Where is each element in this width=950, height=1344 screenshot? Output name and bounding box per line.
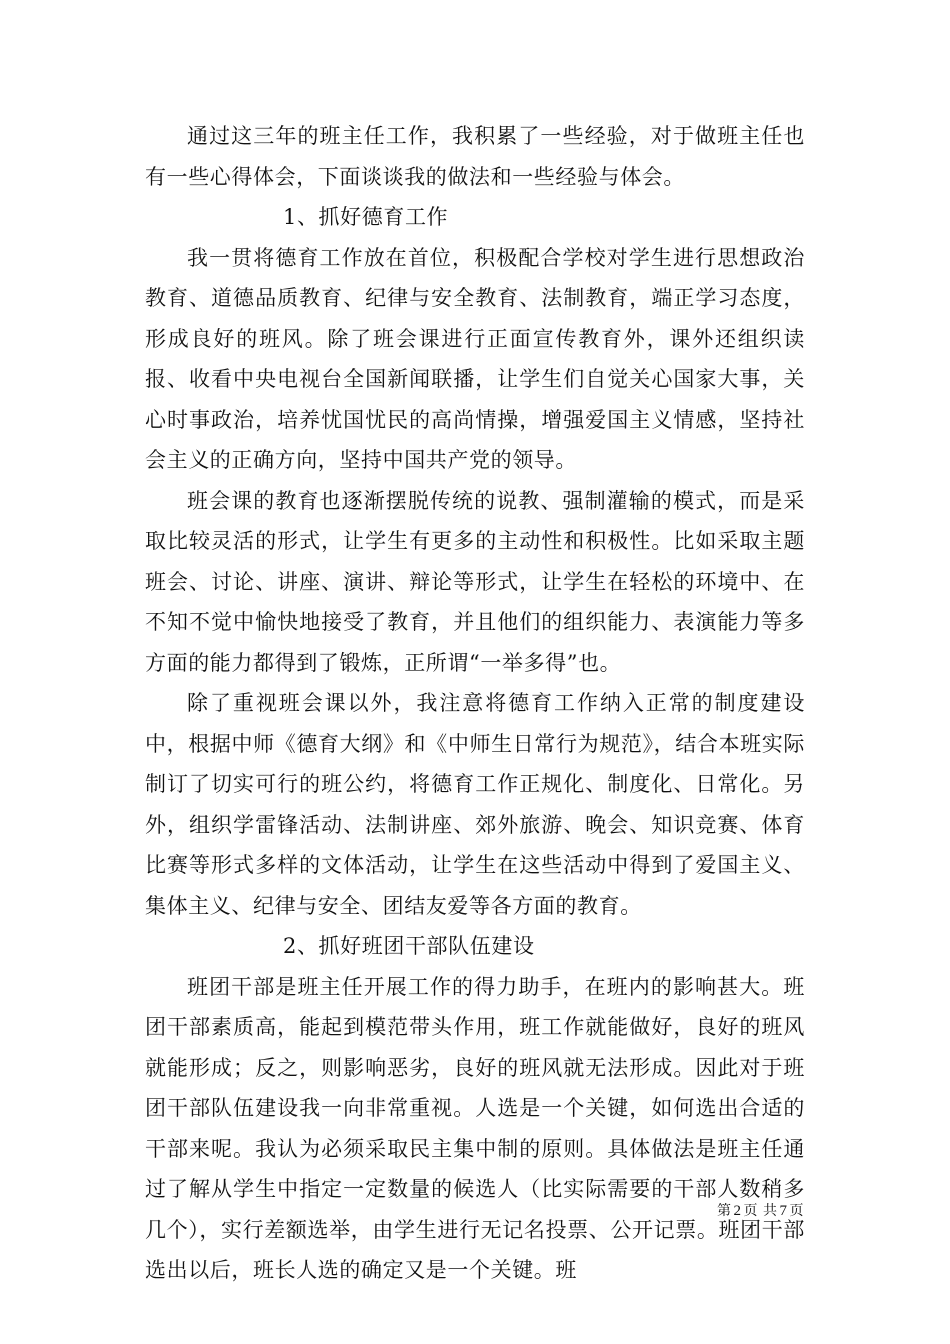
paragraph-class-meeting: 班会课的教育也逐渐摆脱传统的说教、强制灌输的模式，而是采取比较灵活的形式，让学生有更多的主动性和积极性。比如采取主题班会、讨论、讲座、演讲、辩论等形式，让学生在轻松的环境中、在不知不觉中愉快地接受了教育，并且他们的组织能力、表演能力等多方面的能力都得到了锻炼，正所谓“一举多得”也。 [145,488,805,675]
footer-current-page: 2 [733,1203,742,1219]
footer-middle: 页 共 [743,1203,778,1219]
section-heading-2 [145,926,805,967]
document-body [145,116,805,1291]
section-heading-1 [145,197,805,238]
footer-prefix: 第 [717,1203,732,1219]
footer-total-pages: 7 [779,1203,788,1219]
section-heading-1-text: 1、抓好德育工作 [283,205,449,229]
paragraph-system-building: 除了重视班会课以外，我注意将德育工作纳入正常的制度建设中，根据中师《德育大纲》和《中师生日常行为规范》，结合本班实际制订了切实可行的班公约，将德育工作正规化、制度化、日常化。另外，组织学雷锋活动、法制讲座、郊外旅游、晚会、知识竞赛、体育比赛等形式多样的文体活动，让学生在这些活动中得到了爱国主义、集体主义、纪律与安全、团结友爱等各方面的教育。 [145,691,805,918]
section-heading-2-text: 2、抓好班团干部队伍建设 [283,934,535,958]
paragraph-moral-education: 我一贯将德育工作放在首位，积极配合学校对学生进行思想政治教育、道德品质教育、纪律与安全教育、法制教育，端正学习态度，形成良好的班风。除了班会课进行正面宣传教育外，课外还组织读报、收看中央电视台全国新闻联播，让学生们自觉关心国家大事，关心时事政治，培养忧国忧民的高尚情操，增强爱国主义情感，坚持社会主义的正确方向，坚持中国共产党的领导。 [145,245,805,472]
page-number-footer [717,1200,804,1220]
paragraph-intro: 通过这三年的班主任工作，我积累了一些经验，对于做班主任也有一些心得体会，下面谈谈我的做法和一些经验与体会。 [145,124,805,189]
footer-suffix: 页 [789,1203,804,1219]
paragraph-class-cadres: 班团干部是班主任开展工作的得力助手，在班内的影响甚大。班团干部素质高，能起到模范带头作用，班工作就能做好，良好的班风就能形成；反之，则影响恶劣，良好的班风就无法形成。因此对于班团干部队伍建设我一向非常重视。人选是一个关键，如何选出合适的干部来呢。我认为必须采取民主集中制的原则。具体做法是班主任通过了解从学生中指定一定数量的候选人（比实际需要的干部人数稍多几个），实行差额选举，由学生进行无记名投票、公开记票。班团干部选出以后，班长人选的确定又是一个关键。班 [145,974,805,1282]
